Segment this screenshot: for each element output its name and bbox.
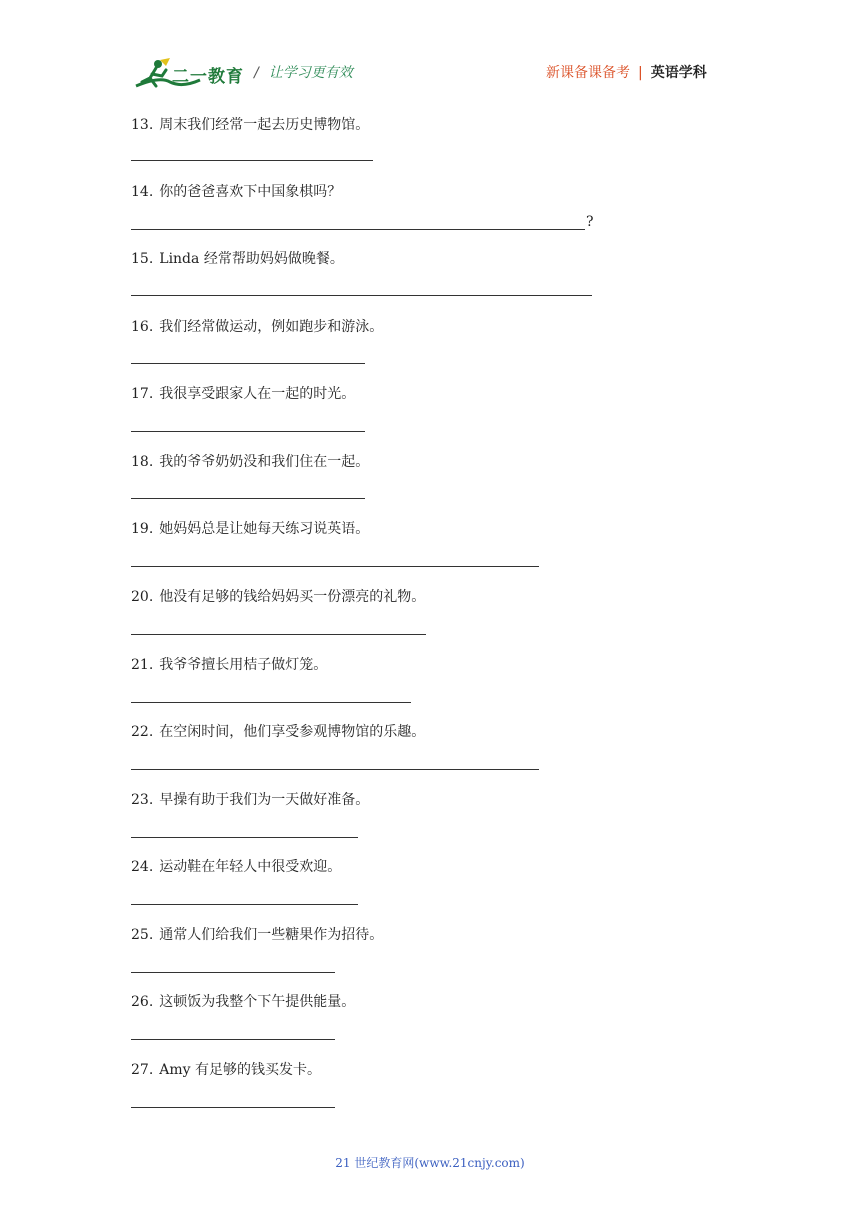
question-text: Linda 经常帮助妈妈做晚餐。 [159, 251, 344, 267]
question-text: 我们经常做运动，例如跑步和游泳。 [159, 319, 384, 335]
question-number: 18. [131, 454, 154, 470]
question-24 [131, 856, 341, 876]
question-number: 21. [131, 657, 154, 673]
question-16 [131, 316, 383, 336]
question-15 [131, 248, 344, 268]
question-text: Amy 有足够的钱买发卡。 [159, 1062, 322, 1078]
question-text: 通常人们给我们一些糖果作为招待。 [159, 927, 384, 943]
answer-line-15[interactable] [131, 295, 592, 296]
question-number: 24. [131, 859, 154, 875]
question-text: 运动鞋在年轻人中很受欢迎。 [159, 859, 342, 875]
question-number: 20. [131, 589, 154, 605]
question-text: 早操有助于我们为一天做好准备。 [159, 792, 370, 808]
question-number: 26. [131, 994, 154, 1010]
page-footer[interactable]: 21 世纪教育网(www.21cnjy.com) [335, 1156, 525, 1170]
answer-line-27[interactable] [131, 1107, 335, 1108]
answer-line-22[interactable] [131, 769, 539, 770]
question-text: 周末我们经常一起去历史博物馆。 [159, 117, 370, 133]
question-13 [131, 114, 369, 134]
question-number: 19. [131, 521, 154, 537]
answer-line-19[interactable] [131, 566, 539, 567]
question-17 [131, 383, 355, 403]
answer-line-25[interactable] [131, 972, 335, 973]
question-19 [131, 518, 369, 538]
question-25 [131, 924, 383, 944]
answer-line-18[interactable] [131, 498, 365, 499]
answer-line-13[interactable] [131, 160, 373, 161]
question-number: 17. [131, 386, 154, 402]
answer-line-21[interactable] [131, 702, 411, 703]
answer-line-14[interactable] [131, 229, 585, 230]
question-text: 我的爷爷奶奶没和我们住在一起。 [159, 454, 370, 470]
header-separator: | [638, 65, 643, 81]
question-number: 15. [131, 251, 154, 267]
question-number: 14. [131, 184, 154, 200]
answer-line-23[interactable] [131, 837, 358, 838]
answer-line-20[interactable] [131, 634, 426, 635]
slogan [254, 62, 353, 82]
answer-line-16[interactable] [131, 363, 365, 364]
question-text: 在空闲时间，他们享受参观博物馆的乐趣。 [159, 724, 426, 740]
question-14 [131, 181, 341, 201]
question-number: 25. [131, 927, 154, 943]
question-number: 23. [131, 792, 154, 808]
question-number: 22. [131, 724, 154, 740]
logo-text: 二一教育 [172, 67, 244, 87]
answer-question-mark: ? [586, 214, 594, 230]
question-18 [131, 451, 369, 471]
question-text: 她妈妈总是让她每天练习说英语。 [159, 521, 370, 537]
answer-line-17[interactable] [131, 431, 365, 432]
question-text: 他没有足够的钱给妈妈买一份漂亮的礼物。 [159, 589, 426, 605]
answer-line-24[interactable] [131, 904, 358, 905]
answer-line-26[interactable] [131, 1039, 335, 1040]
question-26 [131, 991, 355, 1011]
slogan-text: 让学习更有效 [268, 65, 353, 81]
question-20 [131, 586, 425, 606]
question-number: 27. [131, 1062, 154, 1078]
question-number: 16. [131, 319, 154, 335]
question-number: 13. [131, 117, 154, 133]
question-text: 这顿饭为我整个下午提供能量。 [159, 994, 356, 1010]
question-text: 我很享受跟家人在一起的时光。 [159, 386, 356, 402]
question-23 [131, 789, 369, 809]
subject-label: 英语学科 [650, 65, 707, 81]
page-header [0, 0, 860, 100]
slogan-separator: / [254, 65, 259, 81]
question-22 [131, 721, 425, 741]
question-text: 你的爸爸喜欢下中国象棋吗？ [159, 184, 342, 200]
course-label: 新课备课备考 [546, 65, 630, 81]
question-text: 我爷爷擅长用桔子做灯笼。 [159, 657, 328, 673]
header-right [546, 62, 707, 82]
question-21 [131, 654, 327, 674]
question-27 [131, 1059, 321, 1079]
